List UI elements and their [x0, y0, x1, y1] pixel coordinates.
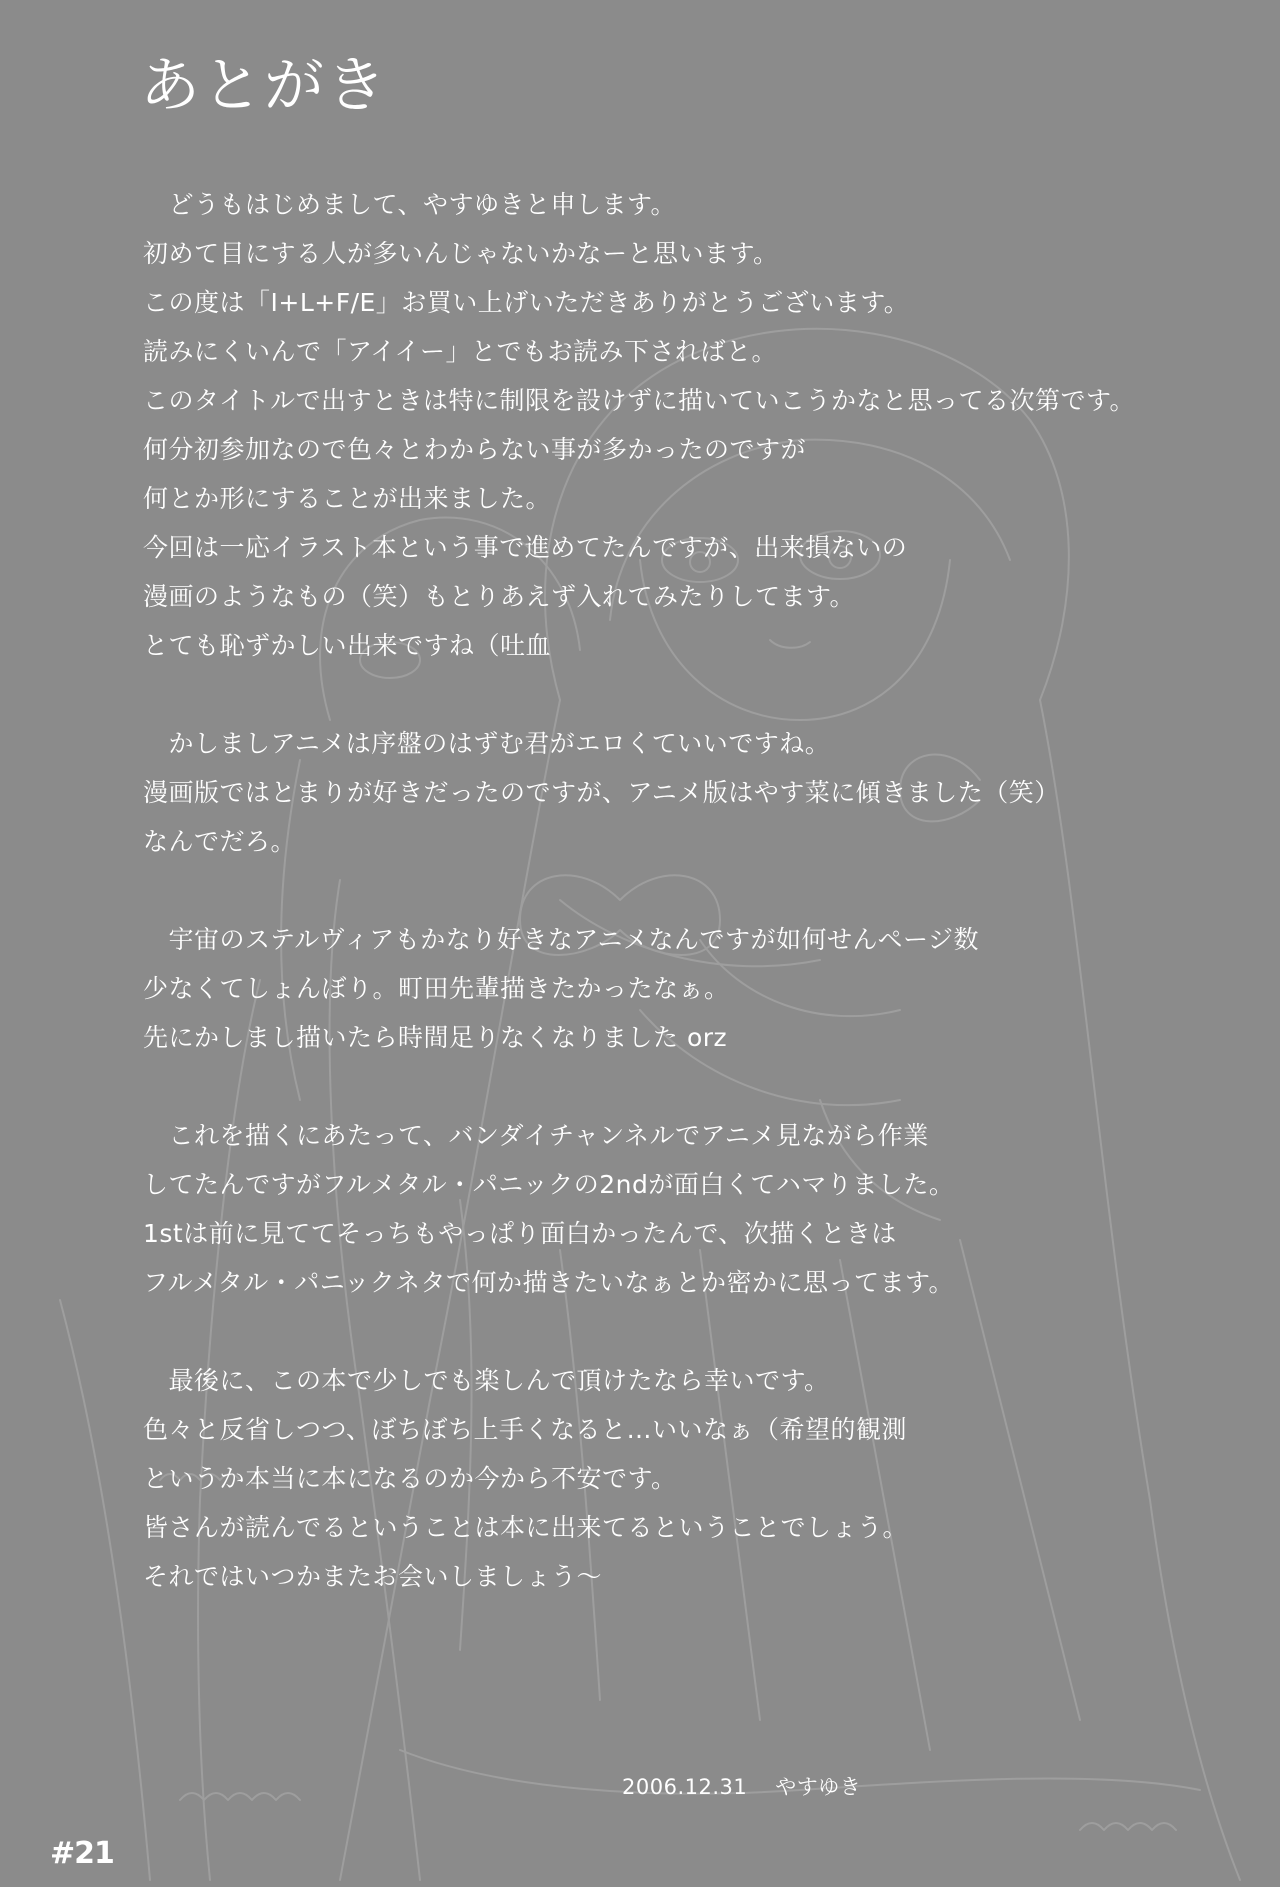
text-line: とても恥ずかしい出来ですね（吐血 — [143, 631, 552, 660]
text-line: 今回は一応イラスト本という事で進めてたんですが、出来損ないの — [143, 533, 908, 562]
signature-author: やすゆき — [775, 1775, 862, 1799]
text-line: 少なくてしょんぼり。町田先輩描きたかったなぁ。 — [143, 974, 730, 1003]
signature-date: 2006.12.31 — [622, 1775, 748, 1799]
afterword-body — [143, 180, 1263, 1601]
paragraph-kashimashi — [143, 719, 1263, 866]
paragraph-full-metal-panic — [143, 1111, 1263, 1307]
text-line: 読みにくいんで「アイイー」とでもお読み下さればと。 — [143, 337, 778, 366]
text-line: 何とか形にすることが出来ました。 — [143, 484, 552, 513]
paragraph-greeting — [143, 180, 1263, 670]
text-line: というか本当に本になるのか今から不安です。 — [143, 1464, 677, 1493]
signature — [622, 1771, 889, 1801]
text-line: 1stは前に見ててそっちもやっぱり面白かったんで、次描くときは — [143, 1219, 897, 1248]
paragraph-gap — [143, 1062, 1263, 1111]
paragraph-stellvia — [143, 915, 1263, 1062]
page-number: #21 — [50, 1836, 114, 1871]
text-line: この度は「I+L+F/E」お買い上げいただきありがとうございます。 — [143, 288, 910, 317]
text-line: 色々と反省しつつ、ぼちぼち上手くなると…いいなぁ（希望的観測 — [143, 1415, 908, 1444]
text-line: 初めて目にする人が多いんじゃないかなーと思います。 — [143, 239, 779, 268]
page-title: あとがき — [140, 51, 388, 121]
text-line: これを描くにあたって、バンダイチャンネルでアニメ見ながら作業 — [143, 1121, 929, 1150]
paragraph-closing — [143, 1356, 1263, 1601]
paragraph-gap — [143, 670, 1263, 719]
text-line: かしましアニメは序盤のはずむ君がエロくていいですね。 — [143, 729, 831, 758]
text-line: 何分初参加なので色々とわからない事が多かったのですが — [143, 435, 807, 464]
text-line: このタイトルで出すときは特に制限を設けずに描いていこうかなと思ってる次第です。 — [143, 386, 1136, 415]
text-line: 最後に、この本で少しでも楽しんで頂けたなら幸いです。 — [143, 1366, 830, 1395]
text-line: フルメタル・パニックネタで何か描きたいなぁとか密かに思ってます。 — [143, 1268, 955, 1297]
text-line: してたんですがフルメタル・パニックの2ndが面白くてハマりました。 — [143, 1170, 955, 1199]
text-line: 漫画のようなもの（笑）もとりあえず入れてみたりしてます。 — [143, 582, 856, 611]
text-line: 皆さんが読んでるということは本に出来てるということでしょう。 — [143, 1513, 909, 1542]
text-line: どうもはじめまして、やすゆきと申します。 — [143, 190, 677, 219]
text-line: それではいつかまたお会いしましょう～ — [143, 1562, 603, 1591]
text-line: なんでだろ。 — [143, 827, 297, 856]
text-line: 宇宙のステルヴィアもかなり好きなアニメなんですが如何せんページ数 — [143, 925, 980, 954]
paragraph-gap — [143, 866, 1263, 915]
text-line: 漫画版ではとまりが好きだったのですが、アニメ版はやす菜に傾きました（笑） — [143, 778, 1060, 807]
paragraph-gap — [143, 1307, 1263, 1356]
text-line: 先にかしまし描いたら時間足りなくなりました orz — [143, 1023, 728, 1052]
